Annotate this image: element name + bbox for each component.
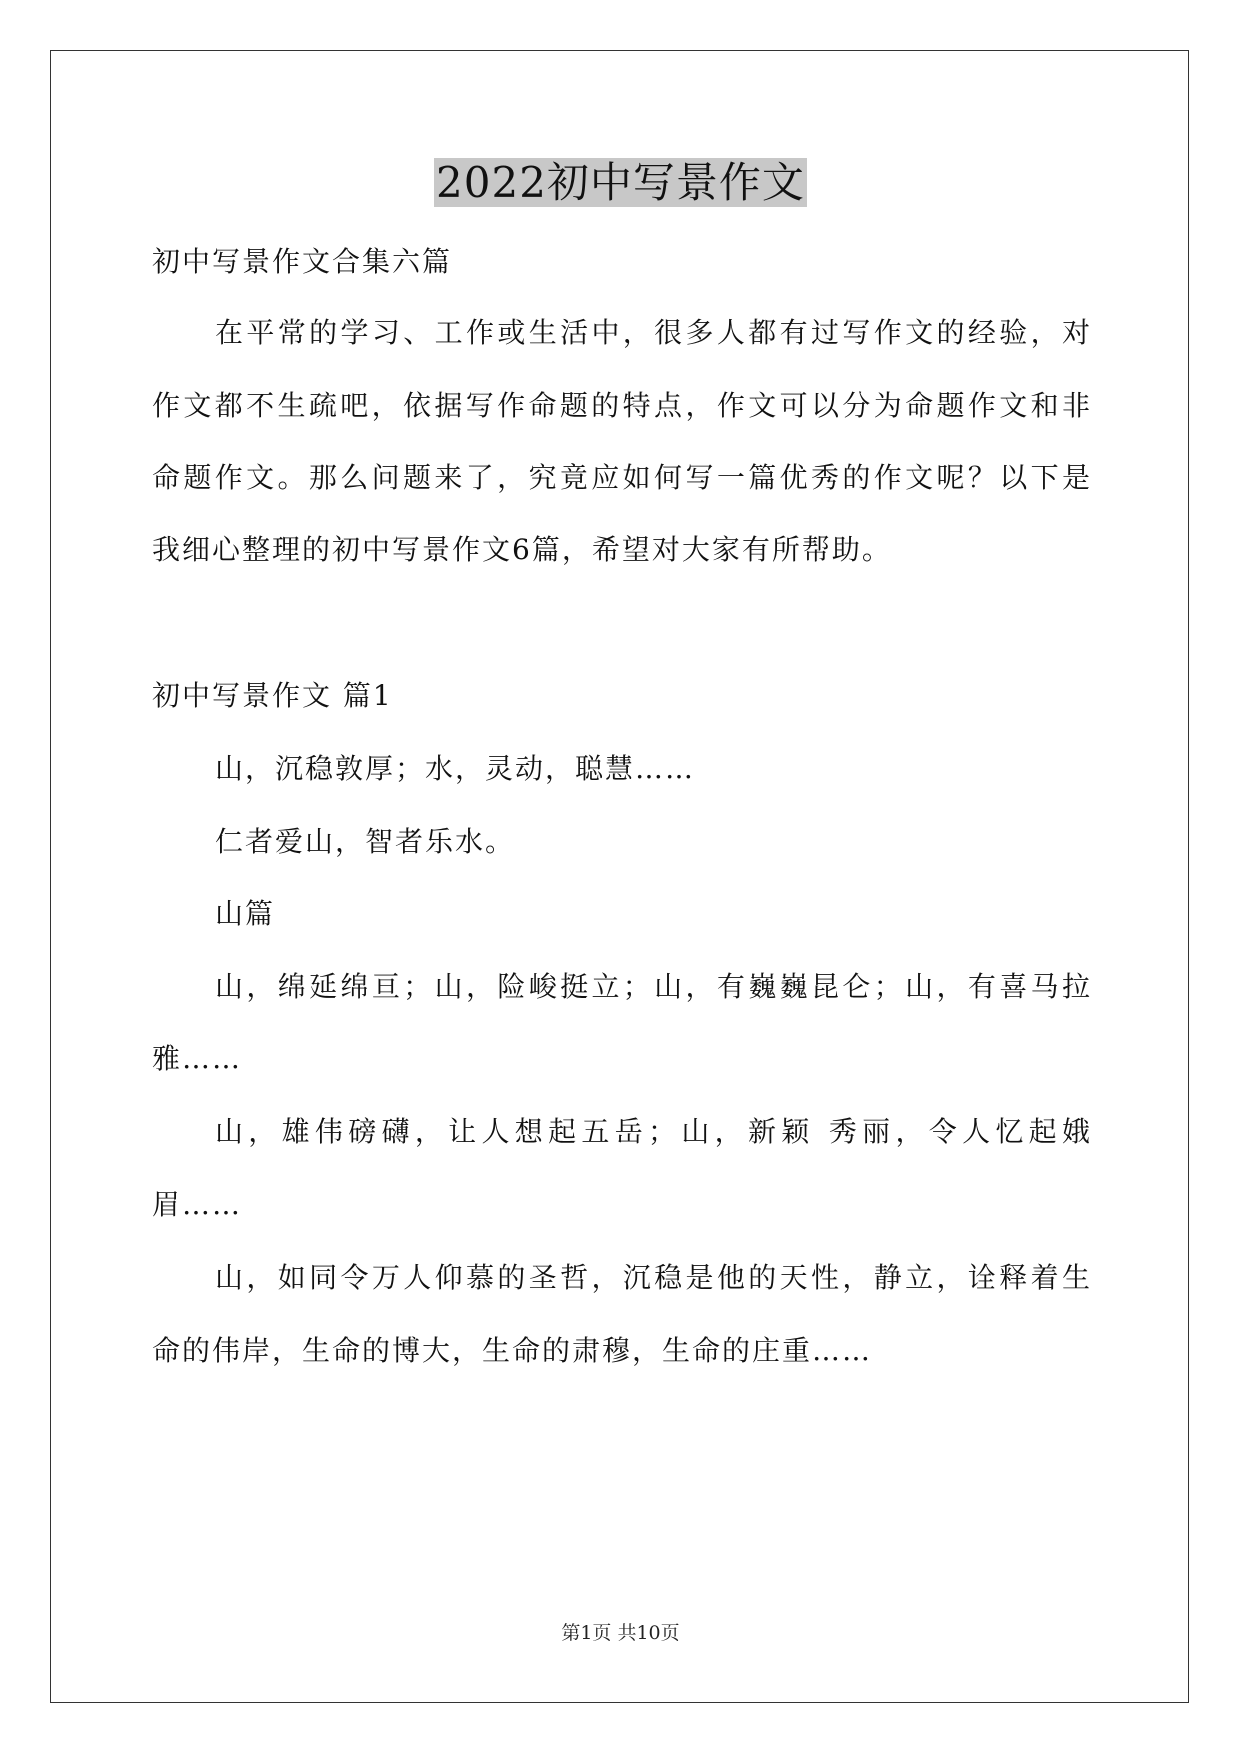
- page-border: [50, 50, 1189, 1703]
- page-footer: 第1页 共10页: [561, 1622, 680, 1644]
- title-text: 2022初中写景作文: [436, 158, 805, 207]
- section-heading: 初中写景作文 篇1: [152, 679, 393, 712]
- body-line-4: 山，绵延绵亘；山，险峻挺立；山，有巍巍昆仑；山，有喜马拉: [215, 970, 1092, 1003]
- document-subtitle: 初中写景作文合集六篇: [152, 245, 453, 278]
- intro-line-1: 在平常的学习、工作或生活中，很多人都有过写作文的经验，对: [215, 316, 1092, 349]
- body-line-9: 命的伟岸，生命的博大，生命的肃穆，生命的庄重……: [152, 1334, 873, 1367]
- body-line-7: 眉……: [152, 1188, 243, 1221]
- intro-line-4: 我细心整理的初中写景作文6篇，希望对大家有所帮助。: [152, 533, 892, 566]
- body-line-1: 山，沉稳敦厚；水，灵动，聪慧……: [215, 752, 696, 785]
- intro-line-3: 命题作文。那么问题来了，究竟应如何写一篇优秀的作文呢？以下是: [152, 461, 1092, 494]
- body-line-3: 山篇: [215, 897, 276, 930]
- body-line-8: 山，如同令万人仰慕的圣哲，沉稳是他的天性，静立，诠释着生: [215, 1261, 1092, 1294]
- intro-line-2: 作文都不生疏吧，依据写作命题的特点，作文可以分为命题作文和非: [152, 389, 1092, 422]
- body-line-2: 仁者爱山，智者乐水。: [215, 825, 516, 858]
- body-line-6: 山，雄伟磅礴，让人想起五岳；山，新颖 秀丽，令人忆起娥: [215, 1115, 1092, 1148]
- body-line-5: 雅……: [152, 1042, 243, 1075]
- document-title: [0, 155, 1241, 211]
